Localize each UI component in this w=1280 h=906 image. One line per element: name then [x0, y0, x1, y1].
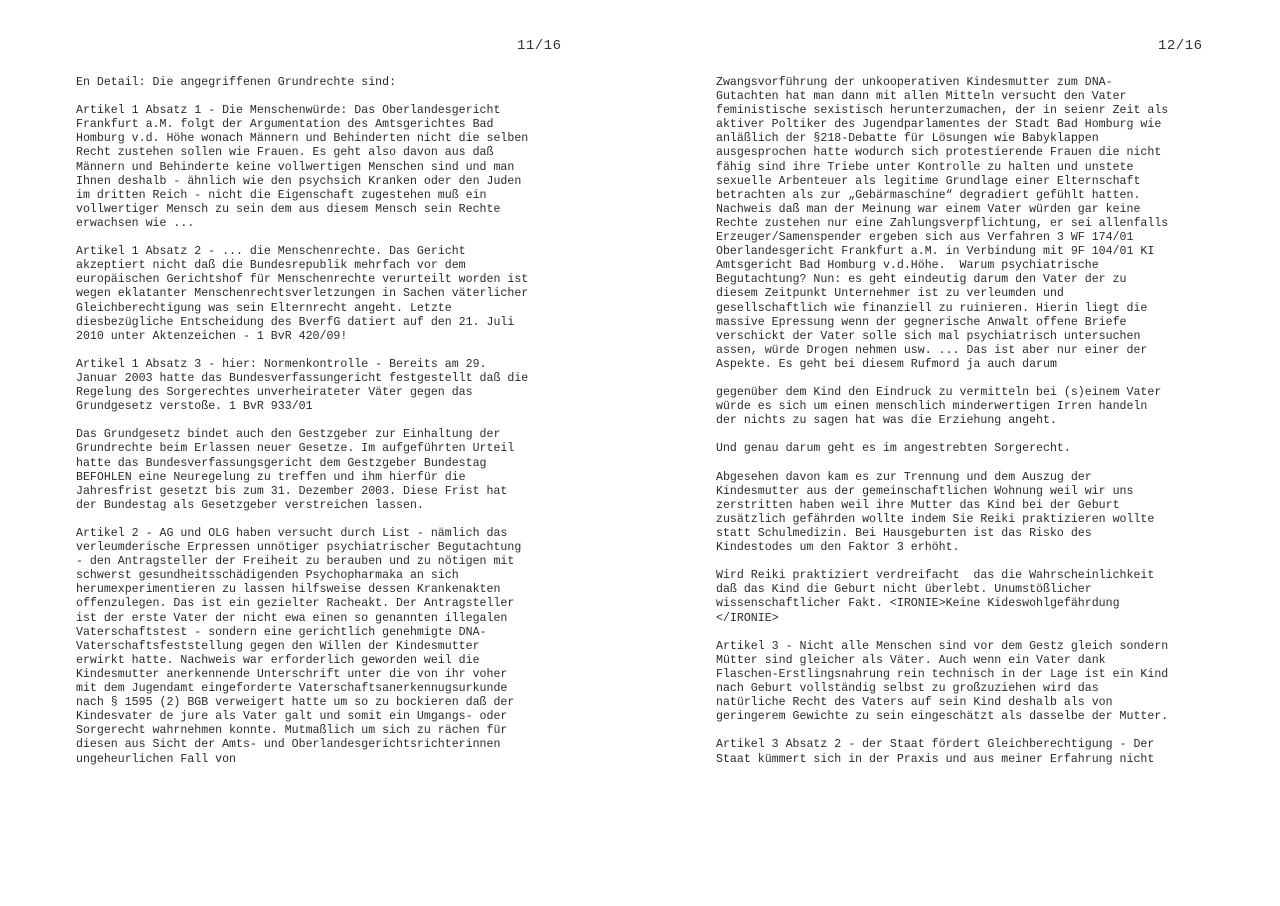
paragraph-artikel-3-absatz-2: Artikel 3 Absatz 2 - der Staat fördert Gleichberechtigung - Der Staat kümmert sich in der Praxis und aus meiner Erfahrung nicht: [716, 738, 1155, 766]
right-page: [640, 0, 1280, 906]
paragraph-artikel-1-absatz-2: Artikel 1 Absatz 2 - ... die Menschenrechte. Das Gericht akzeptiert nicht daß die Bundesrepublik mehrfach vor dem europäischen Gerichtshof für Menschenrechte verurteilt worden ist wegen eklatanter Menschenrechtsverletzungen in Sachen väterlicher Gleichberechtigung was sein Elternrecht angeht. Letzte diesbezügliche Entscheidung des BverfG datiert auf den 21. Juli 2010 unter Aktenzeichen - 1 BvR 420/09!: [76, 245, 529, 343]
paragraph-artikel-2: Artikel 2 - AG und OLG haben versucht durch List - nämlich das verleumderische Erpressen unnötiger psychiatrischer Begutachtung - den Antragsteller der Freiheit zu berauben und zu nötigen mit schwerst gesundheitsschädigenden Psychopharmaka an sich herumexperimentieren zu lassen hilfsweise dessen Krankenakten offenzulegen. Das ist ein gezielter Racheakt. Der Antragsteller ist der erste Vater der nicht ewa einen so genannten illegalen Vaterschaftstest - sondern eine gerichtlich genehmigte DNA- Vaterschaftsfeststellung gegen den Willen der Kindesmutter erwirkt hatte. Nachweis war erforderlich geworden weil die Kindesmutter anerkennende Unterschrift unter die von ihr voher mit dem Jugendamt eingeforderte Vaterschaftsanerkennugsurkunde nach § 1595 (2) BGB verweigert hatte um so zu bockieren daß der Kindesvater de jure als Vater galt und somit ein Umgangs- oder Sorgerecht wahrnehmen konnte. Mutmaßlich um sich zu rächen für diesen aus Sicht der Amts- und Oberlandesgerichtsrichterinnen ungeheurlichen Fall von: [76, 527, 522, 766]
page-text: [716, 76, 1216, 781]
paragraph-trennung: Abgesehen davon kam es zur Trennung und dem Auszug der Kindesmutter aus der gemeinschaftlichen Wohnung weil wir uns zerstritten haben weil ihre Mutter das Kind bei der Geburt zusätzlich gefährden wollte indem Sie Reiki praktizieren wollte statt Schulmedizin. Bei Hausgeburten ist das Risko des Kindestodes um den Faktor 3 erhöht.: [716, 470, 1155, 555]
page-number: 12/16: [1158, 38, 1203, 54]
paragraph-grundgesetz: Das Grundgesetz bindet auch den Gestzgeber zur Einhaltung der Grundrechte beim Erlassen neuer Gesetze. Im aufgeführten Urteil hatte das Bundesverfassungsgericht dem Gestzgeber Bundestag BEFOHLEN eine Neuregelung zu treffen und ihm hierfür die Jahresfrist gesetzt bis zum 31. Dezember 2003. Diese Frist hat der Bundestag als Gesetzgeber verstreichen lassen.: [76, 428, 515, 512]
paragraph-artikel-1-absatz-1: Artikel 1 Absatz 1 - Die Menschenwürde: Das Oberlandesgericht Frankfurt a.M. folgt der Argumentation des Amtsgerichtes Bad Homburg v.d. Höhe wonach Männern und Behinderten nicht die selben Recht zustehen sollen wie Frauen. Es geht also davon aus daß Männern und Behinderte keine vollwertigen Menschen sind und man Ihnen deshalb - ähnlich wie den psychsich Kranken oder den Juden im dritten Reich - nicht die Eigenschaft zugestehen muß ein vollwertiger Mensch zu sein dem aus diesem Mensch sein Rechte erwachsen wie ...: [76, 104, 529, 230]
paragraph-artikel-3: Artikel 3 - Nicht alle Menschen sind vor dem Gestz gleich sondern Mütter sind gleicher als Väter. Auch wenn ein Vater dank Flaschen-Erstlingsnahrung rein technisch in der Lage ist ein Kind nach Geburt vollständig selbst zu großzuziehen wird das natürliche Recht des Vaters auf sein Kind deshalb als von geringerem Gewichte zu sein eingeschätzt als dasselbe der Mutter.: [716, 639, 1169, 724]
paragraph-reiki: Wird Reiki praktiziert verdreifacht das die Wahrscheinlichkeit daß das Kind die Geburt nicht überlebt. Unumstößlicher wissenschaftlicher Fakt. <IRONIE>Keine Kideswohlgefährdung </IRONIE>: [716, 569, 1155, 625]
paragraph-eindruck: gegenüber dem Kind den Eindruck zu vermitteln bei (s)einem Vater würde es sich um einen menschlich minderwertigen Irren handeln der nichts zu sagen hat was die Erziehung angeht.: [716, 386, 1162, 428]
page-number: 11/16: [517, 38, 562, 54]
paragraph-intro: En Detail: Die angegriffenen Grundrechte sind:: [76, 76, 397, 89]
page-text: [76, 76, 576, 781]
paragraph-artikel-1-absatz-3: Artikel 1 Absatz 3 - hier: Normenkontrolle - Bereits am 29. Januar 2003 hatte das Bundesverfassungericht festgestellt daß die Regelung des Sorgerechtes unverheirateter Väter gegen das Grundgesetz verstoße. 1 BvR 933/01: [76, 357, 529, 414]
paragraph-sorgerecht: Und genau darum geht es im angestrebten Sorgerecht.: [716, 442, 1071, 456]
paragraph-zwangsvorfuehrung: Zwangsvorführung der unkooperativen Kindesmutter zum DNA- Gutachten hat man dann mit allen Mitteln versucht den Vater feministische sexistisch herunterzumachen, der in seienr Zeit als aktiver Poltiker des Jugendparlamentes der Stadt Bad Homburg wie anläßlich der §218-Debatte für Lösungen wie Babyklappen ausgesprochen hatte wodurch sich protestierende Frauen die nicht fähig sind ihre Triebe unter Kontrolle zu halten und unstete sexuelle Arbenteuer als legitime Grundlage einer Elternschaft betrachten als zur „Gebärmaschine“ degradiert gefühlt hatten. Nachweis daß man der Meinung war einem Vater würden gar keine Rechte zustehen nur eine Zahlungsverpflichtung, er sei allenfalls Erzeuger/Samenspender ergeben sich aus Verfahren 3 WF 174/01 Oberlandesgericht Frankfurt a.M. in Verbindung mit 9F 104/01 KI Amtsgericht Bad Homburg v.d.Höhe. Warum psychiatrische Begutachtung? Nun: es geht eindeutig darum den Vater der zu diesem Zeitpunkt Unternehmer ist zu verleumden und gesellschaftlich wie finanziell zu ruinieren. Hierin liegt die massive Epressung wenn der gegnerische Anwalt offene Briefe verschickt der Vater solle sich mal psychiatrisch untersuchen assen, würde Drogen nehmen usw. ... Das ist aber nur einer der Aspekte. Es geht bei diesem Rufmord ja auch darum: [716, 76, 1169, 371]
